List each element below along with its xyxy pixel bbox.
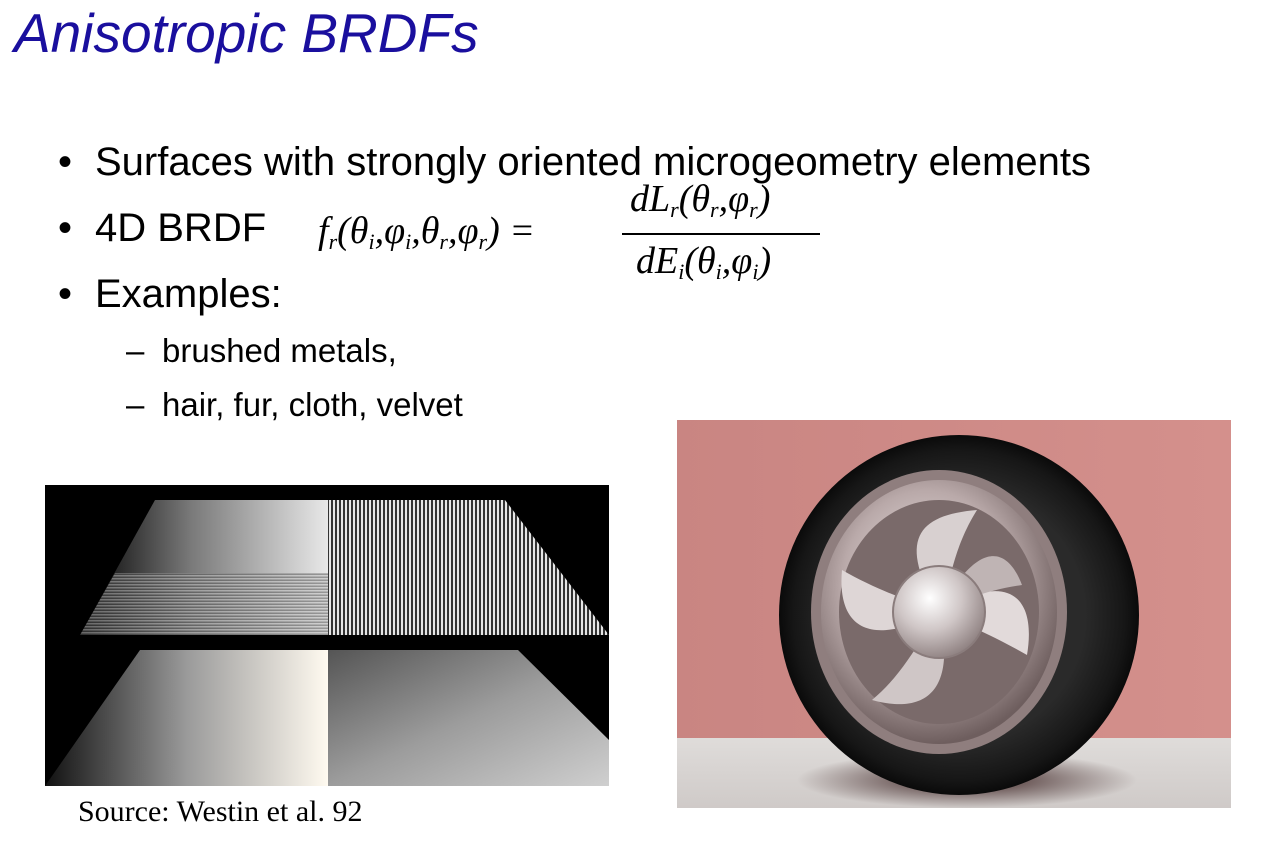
bullet-text: 4D BRDF [95, 206, 267, 250]
sub-bullet-text: hair, fur, cloth, velvet [162, 386, 463, 423]
dash-symbol: – [126, 386, 145, 423]
dash-symbol: – [126, 332, 145, 369]
formula-denominator: $dE_i(\theta_i,\varphi_i)$ [636, 240, 772, 284]
bullet-symbol: • [58, 272, 73, 316]
fraction-bar [622, 233, 820, 235]
tire-render [677, 420, 1231, 808]
bullet-symbol: • [58, 140, 73, 184]
sub-bullet-text: brushed metals, [162, 332, 397, 369]
source-caption: Source: Westin et al. 92 [78, 795, 363, 828]
surfaces-render [45, 485, 609, 786]
bullet-symbol: • [58, 206, 73, 250]
anisotropic-surfaces-image [45, 485, 609, 786]
bullet-1 [58, 138, 1091, 186]
sub-bullet-1 [126, 331, 397, 371]
tire-wheel-image [677, 420, 1231, 808]
slide-title: Anisotropic BRDFs [14, 2, 479, 64]
formula-lhs: $f_r(\theta_i,\varphi_i,\theta_r,\varphi_r)$ = [318, 210, 535, 254]
formula-numerator: $dL_r(\theta_r,\varphi_r)$ [630, 178, 771, 222]
sub-bullet-2 [126, 385, 463, 425]
bullet-text: Examples: [95, 272, 282, 316]
bullet-3 [58, 270, 282, 318]
bullet-2 [58, 204, 266, 252]
bullet-text: Surfaces with strongly oriented microgeometry elements [95, 140, 1091, 184]
